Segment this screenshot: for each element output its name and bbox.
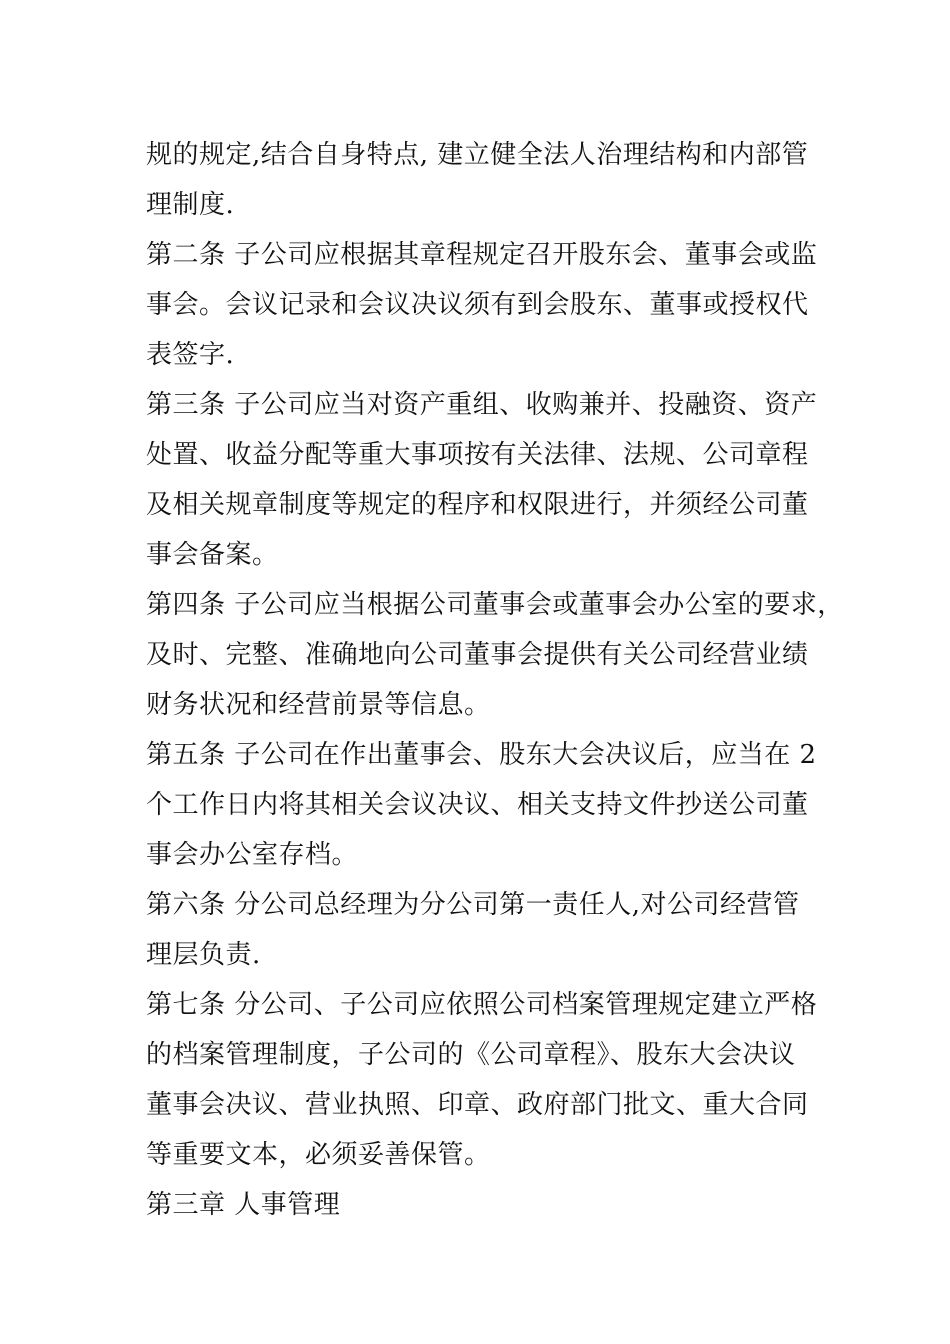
text-line: 第四条 子公司应当根据公司董事会或董事会办公室的要求， xyxy=(146,590,844,620)
text-line: 财务状况和经营前景等信息。 xyxy=(146,690,491,720)
text-line: 第七条 分公司、子公司应依照公司档案管理规定建立严格 xyxy=(146,990,818,1020)
text-line: 及相关规章制度等规定的程序和权限进行，并须经公司董 xyxy=(146,490,809,520)
text-line: 事会办公室存档。 xyxy=(146,840,359,870)
text-line: 表签字. xyxy=(146,340,235,370)
chapter-heading: 第三章 人事管理 xyxy=(146,1190,341,1220)
text-line: 理层负责. xyxy=(146,940,261,970)
document-body xyxy=(146,130,844,1230)
text-line: 及时、完整、准确地向公司董事会提供有关公司经营业绩 xyxy=(146,640,809,670)
text-line: 第五条 子公司在作出董事会、股东大会决议后，应当在 2 xyxy=(146,740,817,770)
text-line: 第二条 子公司应根据其章程规定召开股东会、董事会或监 xyxy=(146,240,818,270)
text-line: 个工作日内将其相关会议决议、相关支持文件抄送公司董 xyxy=(146,790,809,820)
text-line: 的档案管理制度，子公司的《公司章程》、股东大会决议 xyxy=(146,1040,796,1070)
text-line: 规的规定,结合自身特点, 建立健全法人治理结构和内部管 xyxy=(146,140,809,170)
text-line: 第六条 分公司总经理为分公司第一责任人,对公司经营管 xyxy=(146,890,800,920)
text-line: 事会。会议记录和会议决议须有到会股东、董事或授权代 xyxy=(146,290,809,320)
text-line: 第三条 子公司应当对资产重组、收购兼并、投融资、资产 xyxy=(146,390,818,420)
text-line: 等重要文本，必须妥善保管。 xyxy=(146,1140,491,1170)
text-line: 事会备案。 xyxy=(146,540,279,570)
text-line: 处置、收益分配等重大事项按有关法律、法规、公司章程 xyxy=(146,440,809,470)
text-line: 理制度. xyxy=(146,190,235,220)
text-line: 董事会决议、营业执照、印章、政府部门批文、重大合同 xyxy=(146,1090,809,1120)
